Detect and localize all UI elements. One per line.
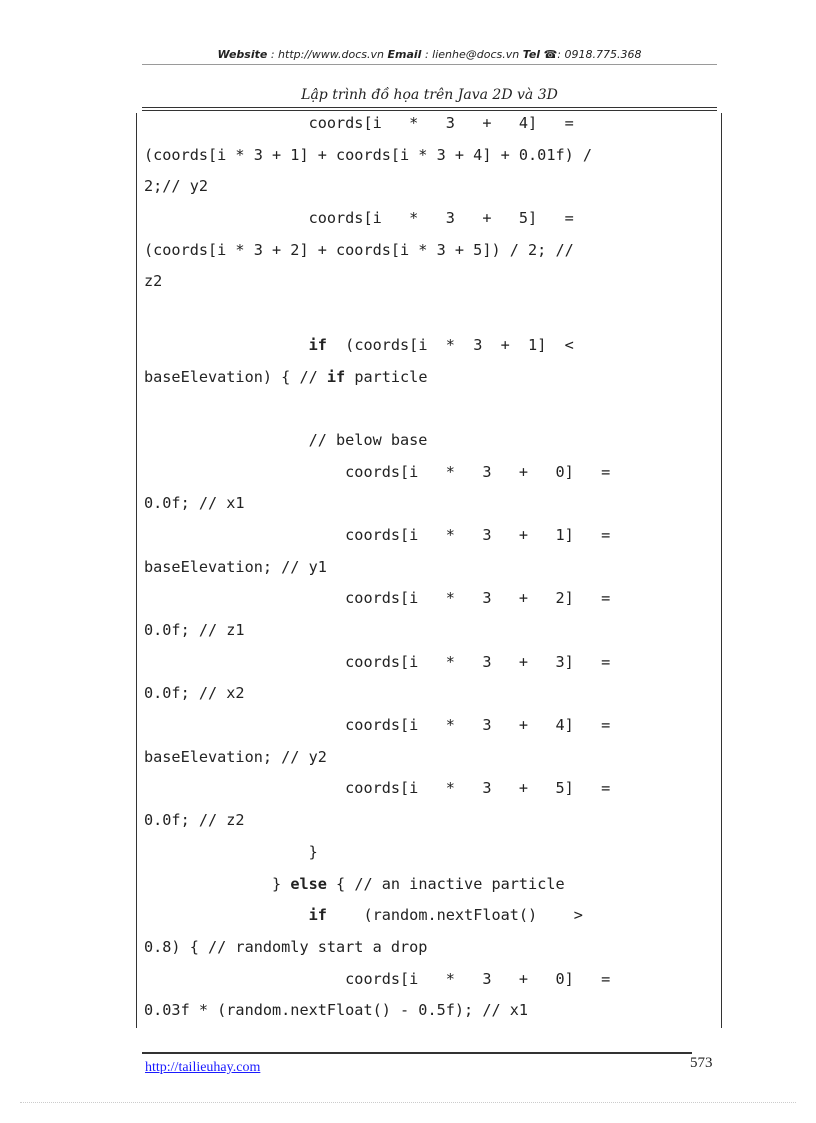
email-label: Email: [387, 48, 422, 61]
code-line: coords[i * 3 + 5] =: [144, 209, 574, 228]
website-label: Website: [217, 48, 268, 61]
code-line: (coords[i * 3 + 1] + coords[i * 3 + 4] + 0.01f) /: [144, 145, 593, 164]
code-line: baseElevation; // y2: [144, 747, 327, 766]
page-subtitle: Lập trình đồ họa trên Java 2D và 3D: [301, 87, 558, 103]
code-line: [144, 393, 714, 425]
code-line: 0.0f; // x1: [144, 494, 245, 513]
code-line: 0.03f * (random.nextFloat() - 0.5f); // x1: [144, 1001, 529, 1020]
code-line: coords[i * 3 + 4] =: [144, 114, 574, 132]
code-line: }: [144, 842, 318, 861]
code-line: 0.8) { // randomly start a drop: [144, 937, 428, 956]
code-line: (coords[i * 3 + 2] + coords[i * 3 + 5]) / 2; //: [144, 240, 574, 259]
code-line: if (coords[i * 3 + 1] <: [308, 335, 574, 354]
email-value[interactable]: : lienhe@docs.vn: [424, 48, 520, 61]
header-contact: [142, 48, 717, 61]
website-url[interactable]: : http://www.docs.vn: [270, 48, 385, 61]
code-line: coords[i * 3 + 2] =: [144, 589, 611, 608]
code-line: baseElevation) { // if particle: [144, 367, 428, 386]
tel-label: Tel: [522, 48, 541, 61]
code-line: // below base: [144, 430, 428, 449]
footer-rule: [142, 1052, 692, 1054]
bottom-divider: [20, 1102, 796, 1103]
code-line: 0.0f; // z1: [144, 621, 245, 639]
code-line: 2;// y2: [144, 177, 209, 196]
code-line: baseElevation; // y1: [144, 557, 327, 576]
code-line: coords[i * 3 + 3] =: [144, 652, 611, 671]
code-line: [144, 298, 714, 330]
code-line: z2: [144, 272, 163, 291]
code-keyword: if: [308, 335, 327, 354]
code-line: 0.0f; // x2: [144, 684, 245, 703]
code-box-right-border: [721, 113, 722, 1028]
code-line: coords[i * 3 + 1] =: [144, 525, 611, 544]
header-rule: [142, 64, 717, 65]
phone-icon: ☎: [543, 48, 558, 61]
code-line: if (random.nextFloat() >: [308, 906, 583, 925]
code-line: } else { // an inactive particle: [144, 874, 565, 893]
code-block: [144, 108, 714, 1027]
code-keyword: else: [290, 874, 327, 893]
code-keyword: if: [326, 367, 346, 386]
code-keyword: if: [308, 906, 327, 925]
code-line: coords[i * 3 + 0] =: [144, 969, 611, 988]
code-box-left-border: [136, 113, 137, 1028]
page-number: 573: [690, 1055, 713, 1071]
code-line: coords[i * 3 + 5] =: [144, 779, 611, 798]
footer-link[interactable]: http://tailieuhay.com: [145, 1060, 261, 1075]
code-line: coords[i * 3 + 0] =: [144, 462, 611, 481]
code-line: coords[i * 3 + 4] =: [144, 716, 611, 735]
tel-value: : 0918.775.368: [557, 48, 642, 61]
code-line: 0.0f; // z2: [144, 811, 245, 830]
